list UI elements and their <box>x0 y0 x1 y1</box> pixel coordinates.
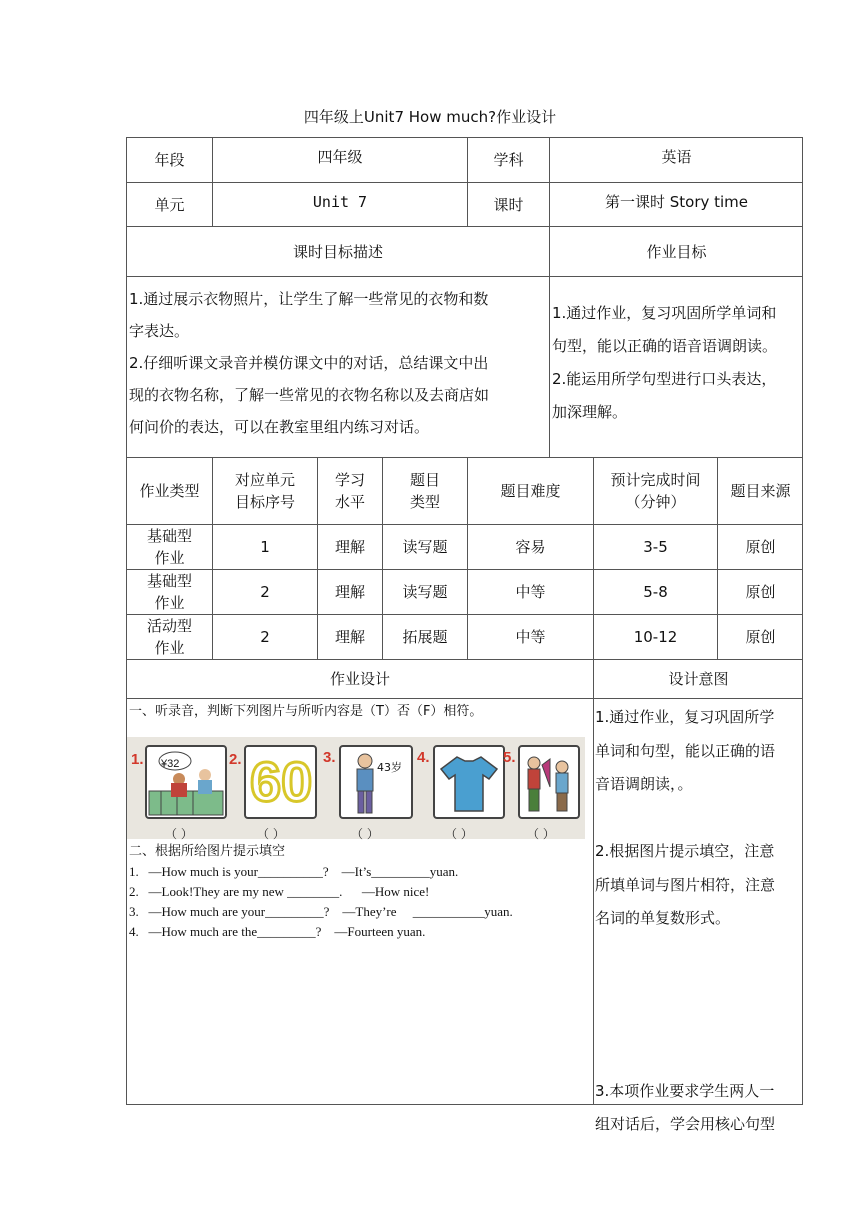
answer-paren: （ ） <box>351 827 379 841</box>
table-row-1-difficulty: 容易 <box>467 524 593 569</box>
homework-design-table <box>126 137 803 1133</box>
price-tag: ¥32 <box>161 758 180 770</box>
intent-header: 设计意图 <box>593 659 803 698</box>
lesson-value: 第一课时 Story time <box>549 182 803 226</box>
homework-goal-line: 加深理解。 <box>552 403 628 421</box>
col-header-source: 题目来源 <box>717 457 803 524</box>
subject-value: 英语 <box>549 137 803 182</box>
intent-line <box>595 1036 802 1070</box>
picture-shirt-icon <box>433 745 505 819</box>
design-header: 作业设计 <box>126 659 593 698</box>
homework-goal-header: 作业目标 <box>549 226 803 276</box>
answer-paren: （ ） <box>445 827 473 841</box>
table-row-2-difficulty: 中等 <box>467 569 593 614</box>
homework-goal-line: 1.通过作业，复习巩固所学单词和 <box>552 304 777 322</box>
col-header-qtype <box>382 457 467 524</box>
lesson-goal-header: 课时目标描述 <box>126 226 549 276</box>
part2-title: 二、根据所给图片提示填空 <box>129 844 286 859</box>
table-row-2-target: 2 <box>212 569 317 614</box>
intent-line <box>595 802 802 836</box>
table-row-1-type <box>126 524 212 569</box>
picture-shop-icon <box>145 745 227 819</box>
table-row-3-time: 10-12 <box>593 614 717 659</box>
picture-number: 2. <box>229 751 242 768</box>
table-row-2-type <box>126 569 212 614</box>
picture-number: 4. <box>417 749 430 766</box>
intent-line: 名词的单复数形式。 <box>595 909 731 927</box>
col-header-target <box>212 457 317 524</box>
intent-line <box>595 969 802 1003</box>
table-row-3-level: 理解 <box>317 614 382 659</box>
fill-blank-question: 1. —How much is your__________? —It’s_________yuan. <box>129 864 459 879</box>
type-line1: 基础型 <box>146 527 192 545</box>
col-header-qtype-line2: 类型 <box>409 493 440 511</box>
table-row-1-level: 理解 <box>317 524 382 569</box>
picture-sixty-icon <box>244 745 317 819</box>
col-header-level-line1: 学习 <box>334 471 365 489</box>
col-header-type: 作业类型 <box>126 457 212 524</box>
intent-line: 1.通过作业，复习巩固所学 <box>595 708 775 726</box>
table-row-1-time: 3-5 <box>593 524 717 569</box>
picture-number: 1. <box>131 751 144 768</box>
type-line1: 基础型 <box>146 572 192 590</box>
answer-paren: （ ） <box>165 827 193 841</box>
answer-paren: （ ） <box>257 827 285 841</box>
type-line2: 作业 <box>154 639 185 657</box>
fill-blank-question: 4. —How much are the_________? —Fourteen yuan. <box>129 924 426 939</box>
table-row-2-level: 理解 <box>317 569 382 614</box>
col-header-time <box>593 457 717 524</box>
unit-value: Unit 7 <box>212 182 467 226</box>
table-row-1-target: 1 <box>212 524 317 569</box>
table-bottom-border <box>126 1104 803 1105</box>
fill-blank-question: 2. —Look!They are my new ________. —How nice! <box>129 884 430 899</box>
lesson-goal-line: 2.仔细听课文录音并模仿课文中的对话，总结课文中出 <box>129 354 489 372</box>
homework-goal-text <box>549 276 803 457</box>
table-row-2-time: 5-8 <box>593 569 717 614</box>
intent-line: 3.本项作业要求学生两人一 <box>595 1081 775 1100</box>
type-line2: 作业 <box>154 549 185 567</box>
table-row-2-qtype: 读写题 <box>382 569 467 614</box>
lesson-goal-line: 现的衣物名称，了解一些常见的衣物名称以及去商店如 <box>129 386 490 404</box>
picture-children-icon <box>518 745 580 819</box>
part1-title: 一、听录音，判断下列图片与所听内容是（T）否（F）相符。 <box>129 704 483 719</box>
table-right-border <box>802 137 803 1105</box>
type-line1: 活动型 <box>146 617 192 635</box>
col-header-level-line2: 水平 <box>334 493 365 511</box>
col-header-qtype-line1: 题目 <box>409 471 440 489</box>
lesson-goal-line: 字表达。 <box>129 322 190 340</box>
picture-man-icon <box>339 745 413 819</box>
table-row-3-difficulty: 中等 <box>467 614 593 659</box>
col-header-target-line2: 目标序号 <box>234 493 295 511</box>
col-header-level <box>317 457 382 524</box>
col-header-time-line2: （分钟） <box>625 493 686 511</box>
grade-value: 四年级 <box>212 137 467 182</box>
homework-goal-line: 2.能运用所学句型进行口头表达， <box>552 370 777 388</box>
intent-line <box>595 1003 802 1037</box>
lesson-goal-line: 1.通过展示衣物照片，让学生了解一些常见的衣物和数 <box>129 290 489 308</box>
intent-line: 所填单词与图片相符，注意 <box>595 875 776 894</box>
type-line2: 作业 <box>154 594 185 612</box>
lesson-goal-line: 何问价的表达，可以在教室里组内练习对话。 <box>129 418 430 436</box>
col-header-time-line1: 预计完成时间 <box>610 471 701 489</box>
picture-number: 5. <box>503 749 516 766</box>
lesson-goal-text <box>126 276 549 457</box>
table-row-3-target: 2 <box>212 614 317 659</box>
table-row-3-qtype: 拓展题 <box>382 614 467 659</box>
intent-line <box>595 936 802 970</box>
listening-pictures <box>127 737 585 839</box>
page-title: 四年级上Unit7 How much?作业设计 <box>303 108 557 126</box>
col-header-difficulty: 题目难度 <box>467 457 593 524</box>
col-header-target-line1: 对应单元 <box>234 471 295 489</box>
intent-line: 单词和句型，能以正确的语 <box>595 741 776 760</box>
table-row-3-type <box>126 614 212 659</box>
fill-blank-question: 3. —How much are your_________? —They’re ___________yuan. <box>129 904 513 919</box>
subject-label: 学科 <box>467 137 549 182</box>
lesson-label: 课时 <box>467 182 549 226</box>
design-content <box>126 698 593 1105</box>
homework-goal-line: 句型，能以正确的语音语调朗读。 <box>552 337 778 355</box>
intent-line: 2.根据图片提示填空，注意 <box>595 842 775 860</box>
intent-line: 音语调朗读，。 <box>595 775 693 793</box>
table-row-1-source: 原创 <box>717 524 803 569</box>
unit-label: 单元 <box>126 182 212 226</box>
age-tag: 43岁 <box>377 761 402 774</box>
picture-number: 3. <box>323 749 336 766</box>
part2-questions <box>129 862 513 942</box>
intent-content <box>593 698 803 1133</box>
answer-paren: （ ） <box>527 827 555 841</box>
table-row-1-qtype: 读写题 <box>382 524 467 569</box>
table-row-3-source: 原创 <box>717 614 803 659</box>
intent-line: 组对话后，学会用核心句型 <box>595 1115 776 1133</box>
table-row-2-source: 原创 <box>717 569 803 614</box>
grade-label: 年段 <box>126 137 212 182</box>
sixty-number: 60 <box>250 750 313 813</box>
